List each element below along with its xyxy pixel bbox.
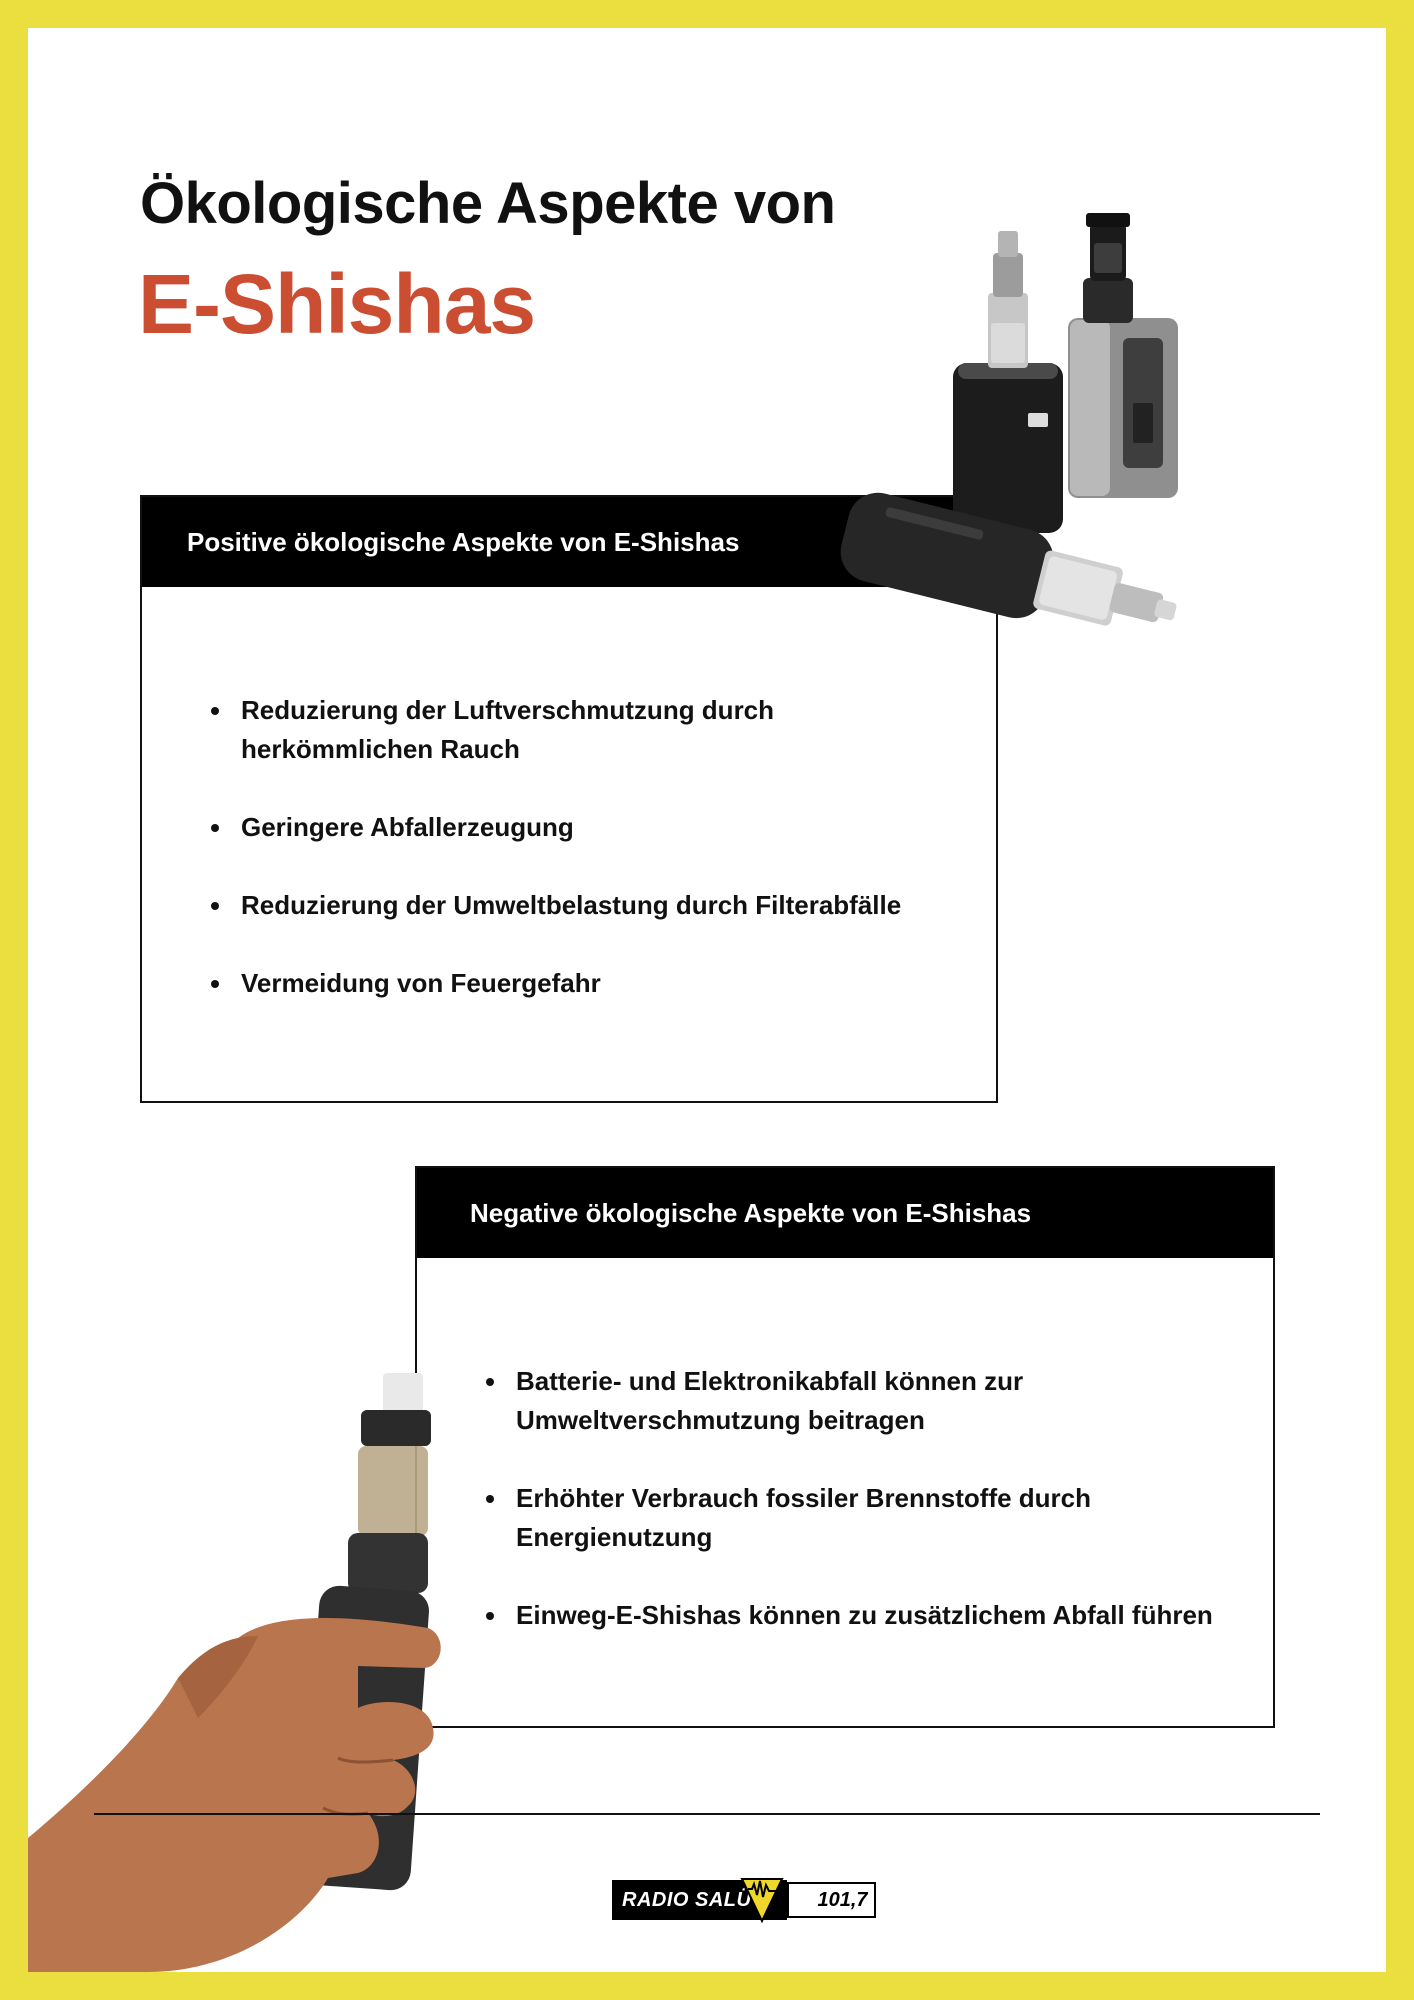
hand-holding-vape-image: [28, 1368, 448, 1972]
radio-salue-logo: [612, 1877, 876, 1923]
list-item: Erhöhter Verbrauch fossiler Brennstoffe durch Energienutzung: [516, 1479, 1233, 1557]
negative-aspects-heading: Negative ökologische Aspekte von E-Shishas: [417, 1168, 1273, 1258]
negative-aspects-list: [417, 1258, 1273, 1635]
list-item: Geringere Abfallerzeugung: [241, 808, 956, 847]
positive-aspects-heading: Positive ökologische Aspekte von E-Shishas: [142, 497, 996, 587]
logo-name: RADIO SALÜ: [612, 1880, 787, 1920]
page: [28, 28, 1386, 1972]
list-item: Reduzierung der Umweltbelastung durch Filterabfälle: [241, 886, 956, 925]
list-item: Batterie- und Elektronikabfall können zur Umweltverschmutzung beitragen: [516, 1362, 1233, 1440]
list-item: Vermeidung von Feuergefahr: [241, 964, 956, 1003]
vape-devices-image: [818, 183, 1258, 653]
list-item: Einweg-E-Shishas können zu zusätzlichem Abfall führen: [516, 1596, 1233, 1635]
list-item: Reduzierung der Luftverschmutzung durch herkömmlichen Rauch: [241, 691, 956, 769]
title-line-2: E-Shishas: [138, 257, 536, 351]
negative-aspects-card: [415, 1166, 1275, 1728]
logo-wave-icon: [740, 1875, 784, 1923]
footer-divider: [94, 1813, 1320, 1815]
logo-frequency: 101,7: [787, 1882, 875, 1918]
title-line-1: Ökologische Aspekte von: [140, 171, 836, 236]
